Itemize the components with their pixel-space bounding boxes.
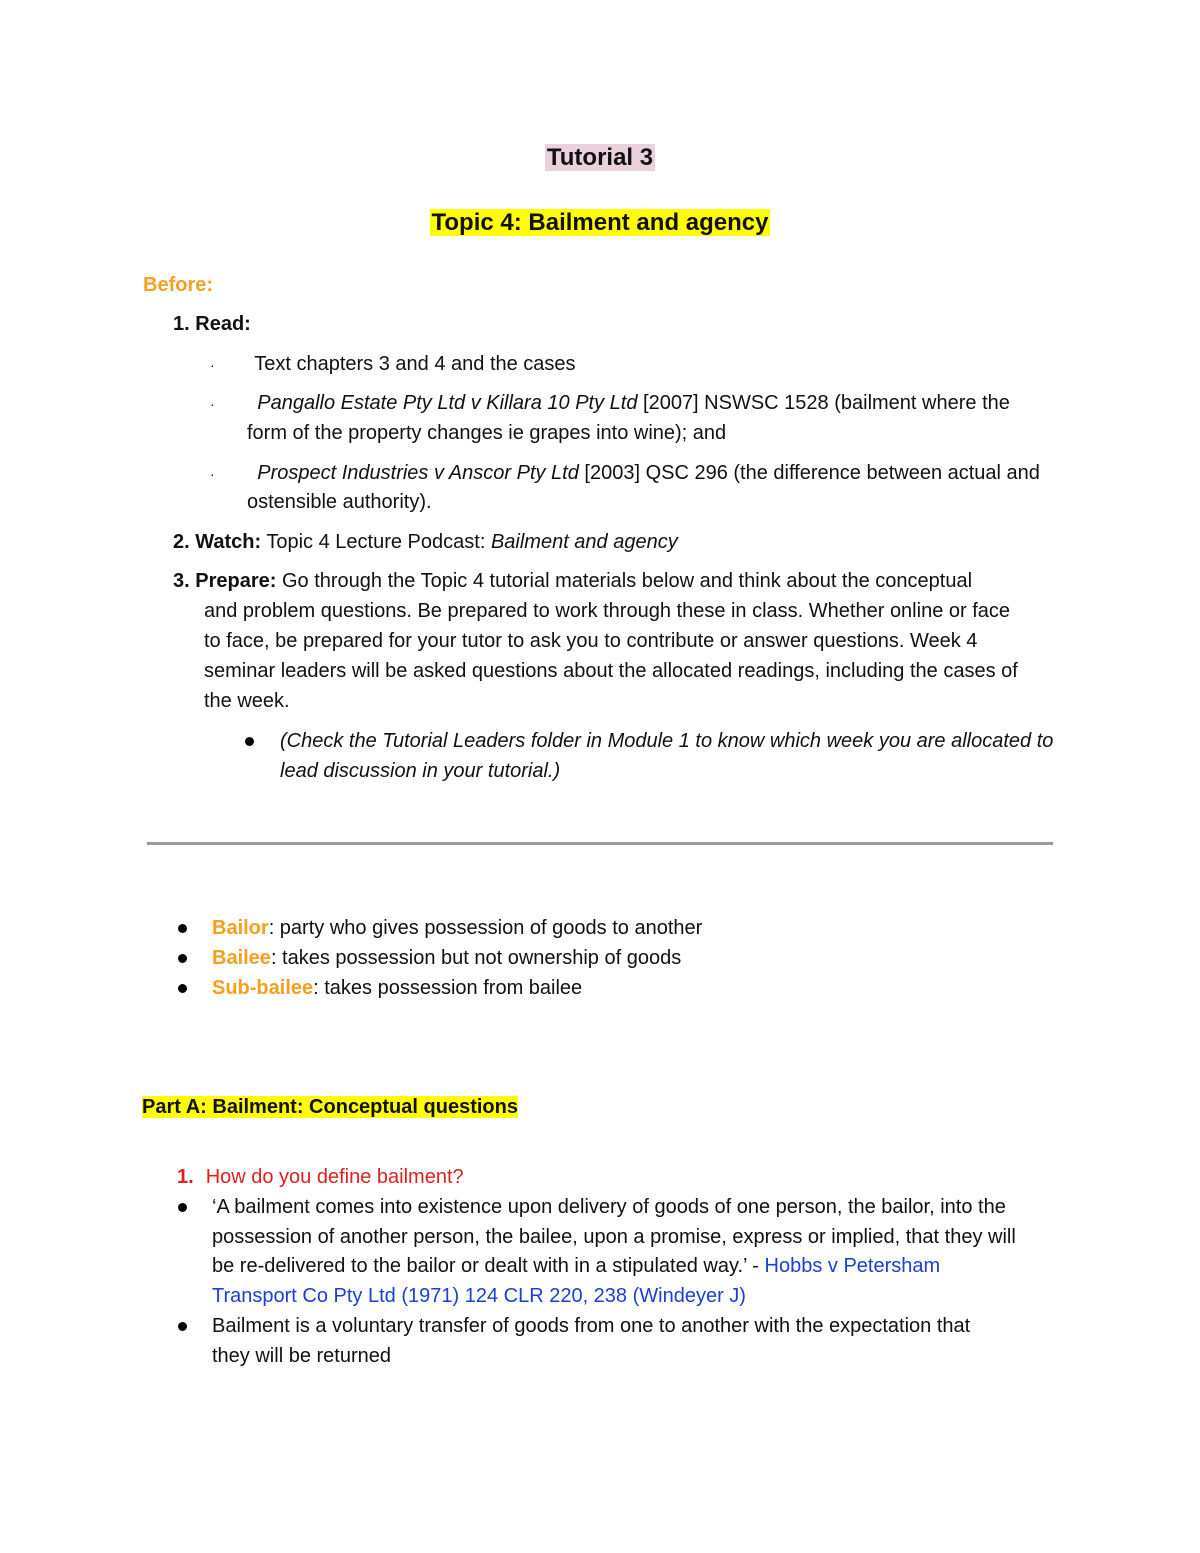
section-divider <box>147 842 1053 845</box>
answer-line: possession of another person, the bailee, upon a promise, express or implied, that they will <box>212 1226 1016 1248</box>
read-subitem-continued: form of the property changes ie grapes into wine); and <box>247 422 727 444</box>
answer-line: be re-delivered to the bailor or dealt with in a stipulated way.’ - Hobbs v Petersham <box>212 1255 941 1277</box>
bullet-dot-icon: · <box>210 466 215 482</box>
case-citation: Transport Co Pty Ltd (1971) 124 CLR 220, 238 (Windeyer J) <box>212 1285 746 1307</box>
bullet-dot-icon <box>178 984 187 993</box>
tutorial-leaders-note: lead discussion in your tutorial.) <box>280 760 561 782</box>
question-item: 1. How do you define bailment? <box>177 1166 464 1188</box>
read-subitem: · Prospect Industries v Anscor Pty Ltd [2003] QSC 296 (the difference between actual and <box>210 462 1040 484</box>
before-heading: Before: <box>143 274 214 296</box>
part-a-heading: Part A: Bailment: Conceptual questions <box>142 1096 518 1118</box>
bullet-dot-icon <box>178 1203 187 1212</box>
prepare-line: seminar leaders will be asked questions about the allocated readings, including the cases of <box>204 660 1018 682</box>
read-subitem-continued: ostensible authority). <box>247 491 432 513</box>
prepare-item: 3. Prepare: Go through the Topic 4 tutorial materials below and think about the conceptual <box>173 570 973 592</box>
prepare-line: to face, be prepared for your tutor to ask you to contribute or answer questions. Week 4 <box>204 630 978 652</box>
page-title: Tutorial 3 <box>546 144 654 171</box>
topic-heading: Topic 4: Bailment and agency <box>431 209 769 236</box>
bullet-dot-icon <box>178 1322 187 1331</box>
prepare-line: and problem questions. Be prepared to work through these in class. Whether online or face <box>204 600 1011 622</box>
read-item: 1. Read: <box>173 313 251 335</box>
watch-item: 2. Watch: Topic 4 Lecture Podcast: Bailment and agency <box>173 531 678 553</box>
read-subitem: · Pangallo Estate Pty Ltd v Killara 10 Pty Ltd [2007] NSWSC 1528 (bailment where the <box>210 392 1010 414</box>
definition-item: Bailor: party who gives possession of goods to another <box>212 917 703 939</box>
tutorial-leaders-note: (Check the Tutorial Leaders folder in Module 1 to know which week you are allocated to <box>280 730 1054 752</box>
bullet-dot-icon: · <box>210 396 215 412</box>
answer-line: ‘A bailment comes into existence upon delivery of goods of one person, the bailor, into the <box>212 1196 1006 1218</box>
definition-item: Bailee: takes possession but not ownership of goods <box>212 947 682 969</box>
definition-item: Sub-bailee: takes possession from bailee <box>212 977 583 999</box>
bullet-dot-icon <box>245 737 254 746</box>
bullet-dot-icon <box>178 924 187 933</box>
answer-line: Bailment is a voluntary transfer of goods from one to another with the expectation that <box>212 1315 971 1337</box>
answer-line: they will be returned <box>212 1345 391 1367</box>
bullet-dot-icon <box>178 954 187 963</box>
case-citation: Hobbs v Petersham <box>764 1255 941 1277</box>
read-subitem: · Text chapters 3 and 4 and the cases <box>210 353 576 375</box>
prepare-line: the week. <box>204 690 290 712</box>
bullet-dot-icon: · <box>210 357 215 373</box>
